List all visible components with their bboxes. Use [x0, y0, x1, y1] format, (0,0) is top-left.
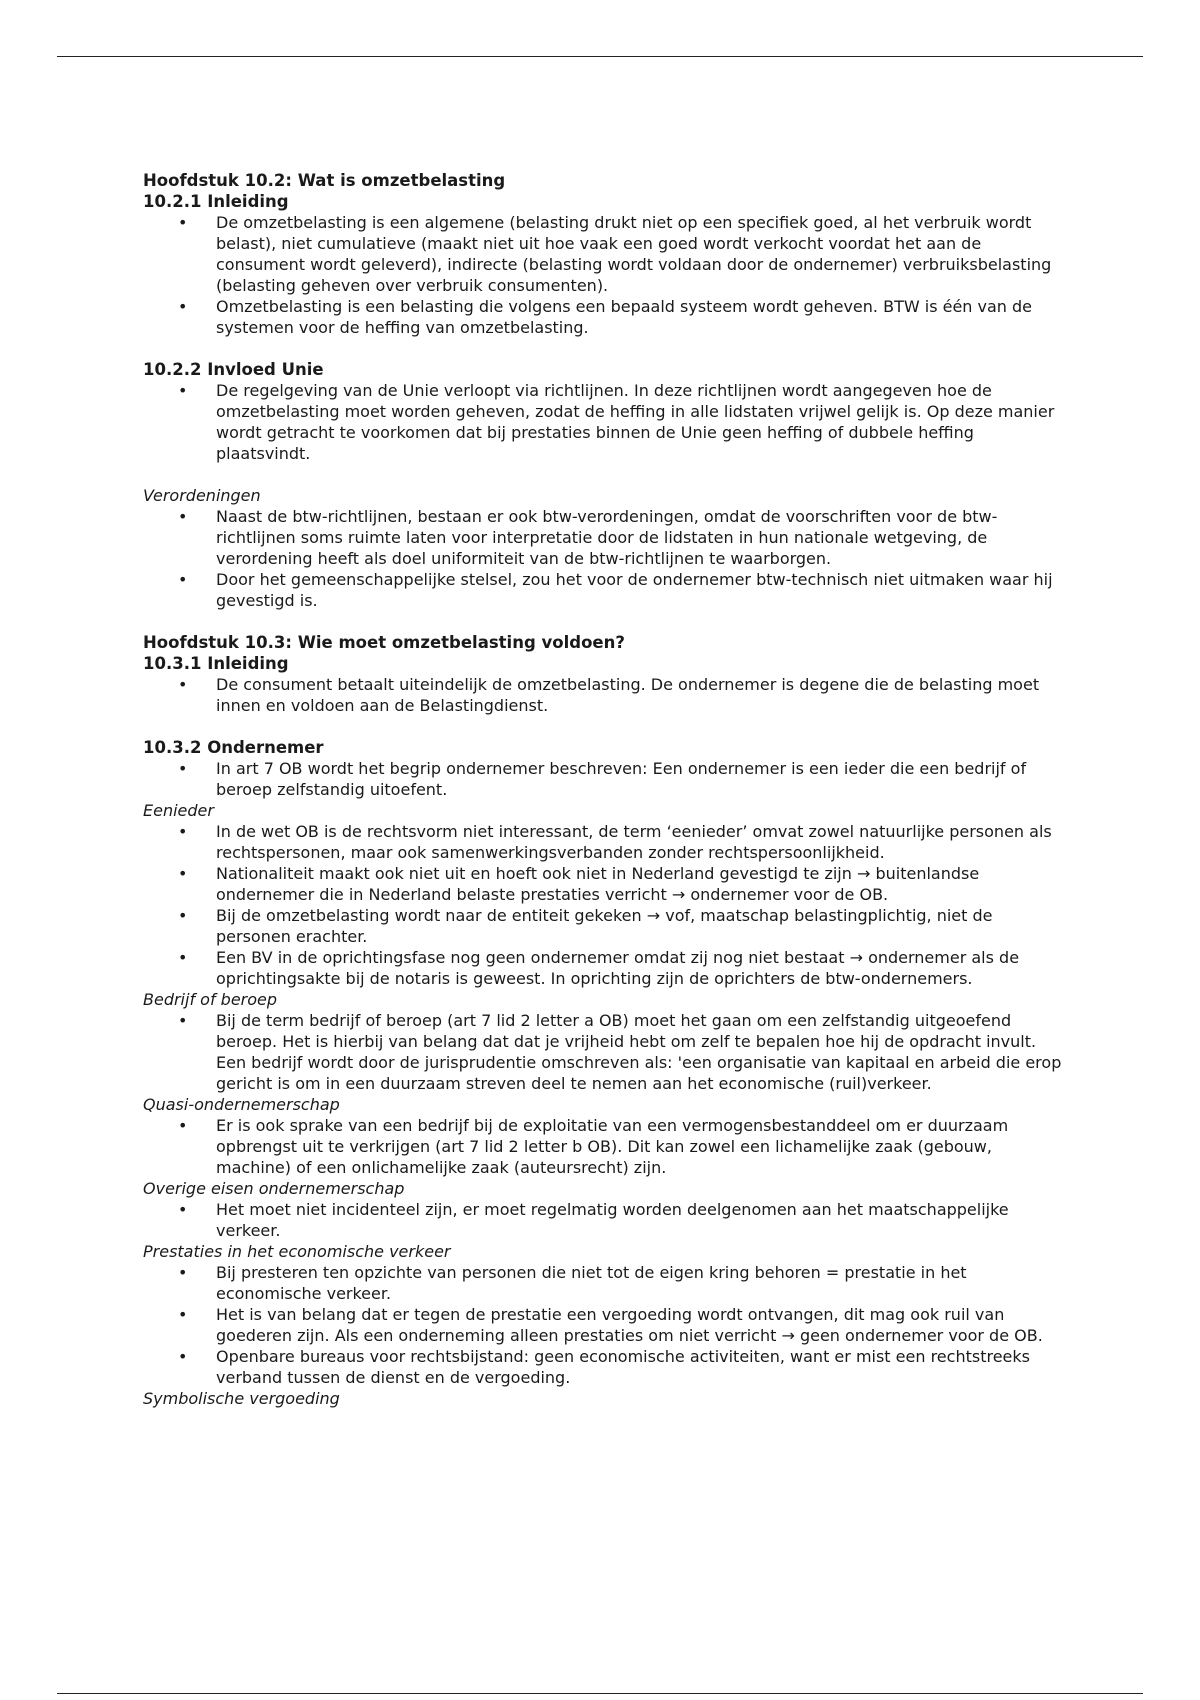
subheading-prestaties: Prestaties in het economische verkeer — [143, 1242, 451, 1261]
list-item: • Een BV in de oprichtingsfase nog geen ondernemer omdat zij nog niet bestaat → ondernemer als de oprichtingsakte bij de notaris is geweest. In oprichting zijn de oprichters de btw-ondernemers. — [143, 947, 1063, 989]
list-item: • Openbare bureaus voor rechtsbijstand: geen economische activiteiten, want er mist een rechtstreeks verband tussen de dienst en de vergoeding. — [143, 1346, 1063, 1388]
document-body — [143, 170, 1063, 1409]
subheading-eenieder: Eenieder — [143, 801, 214, 820]
bullet-list — [143, 212, 1063, 338]
list-item: • Naast de btw-richtlijnen, bestaan er ook btw-verordeningen, omdat de voorschriften voor de btw-richtlijnen soms ruimte laten voor interpretatie door de lidstaten in hun nationale wetgeving, de verordening heeft als doel uniformiteit van de btw-richtlijnen te waarborgen. — [143, 506, 1063, 569]
subheading-bedrijf-of-beroep: Bedrijf of beroep — [143, 990, 278, 1009]
chapter-heading-10-3: Hoofdstuk 10.3: Wie moet omzetbelasting voldoen? — [143, 633, 625, 652]
footer-rule — [57, 1693, 1143, 1694]
subheading-quasi-ondernemerschap: Quasi-ondernemerschap — [143, 1095, 340, 1114]
bullet-list — [143, 674, 1063, 716]
section-heading-10-3-1: 10.3.1 Inleiding — [143, 654, 289, 673]
list-item: • Nationaliteit maakt ook niet uit en hoeft ook niet in Nederland gevestigd te zijn → buitenlandse ondernemer die in Nederland belaste prestaties verricht → ondernemer voor de OB. — [143, 863, 1063, 905]
list-item: • Bij presteren ten opzichte van personen die niet tot de eigen kring behoren = prestatie in het economische verkeer. — [143, 1262, 1063, 1304]
header-rule — [57, 56, 1143, 57]
bullet-list — [143, 821, 1063, 989]
chapter-heading-10-2: Hoofdstuk 10.2: Wat is omzetbelasting — [143, 171, 506, 190]
section-heading-10-3-2: 10.3.2 Ondernemer — [143, 738, 324, 757]
list-item: • Door het gemeenschappelijke stelsel, zou het voor de ondernemer btw-technisch niet uitmaken waar hij gevestigd is. — [143, 569, 1063, 611]
bullet-list — [143, 1262, 1063, 1388]
subheading-symbolische-vergoeding: Symbolische vergoeding — [143, 1389, 340, 1408]
bullet-list — [143, 506, 1063, 611]
section-heading-10-2-2: 10.2.2 Invloed Unie — [143, 360, 324, 379]
bullet-list — [143, 1010, 1063, 1094]
bullet-list — [143, 1199, 1063, 1241]
list-item: • Bij de term bedrijf of beroep (art 7 lid 2 letter a OB) moet het gaan om een zelfstandig uitgeoefend beroep. Het is hierbij van belang dat dat je vrijheid hebt om zelf te bepalen hoe hij de opdracht invult. Een bedrijf wordt door de jurisprudentie omschreven als: 'een organisatie van kapitaal en arbeid die erop gericht is om in een duurzaam streven deel te nemen aan het economische (ruil)verkeer. — [143, 1010, 1063, 1094]
subheading-overige-eisen: Overige eisen ondernemerschap — [143, 1179, 405, 1198]
list-item: • Bij de omzetbelasting wordt naar de entiteit gekeken → vof, maatschap belastingplichtig, niet de personen erachter. — [143, 905, 1063, 947]
list-item: • Er is ook sprake van een bedrijf bij de exploitatie van een vermogensbestanddeel om er duurzaam opbrengst uit te verkrijgen (art 7 lid 2 letter b OB). Dit kan zowel een lichamelijke zaak (gebouw, machine) of een onlichamelijke zaak (auteursrecht) zijn. — [143, 1115, 1063, 1178]
list-item: • Het is van belang dat er tegen de prestatie een vergoeding wordt ontvangen, dit mag ook ruil van goederen zijn. Als een onderneming alleen prestaties om niet verricht → geen ondernemer voor de OB. — [143, 1304, 1063, 1346]
bullet-list — [143, 758, 1063, 800]
list-item: • In art 7 OB wordt het begrip ondernemer beschreven: Een ondernemer is een ieder die een bedrijf of beroep zelfstandig uitoefent. — [143, 758, 1063, 800]
list-item: • De regelgeving van de Unie verloopt via richtlijnen. In deze richtlijnen wordt aangegeven hoe de omzetbelasting moet worden geheven, zodat de heffing in alle lidstaten vrijwel gelijk is. Op deze manier wordt getracht te voorkomen dat bij prestaties binnen de Unie geen heffing of dubbele heffing plaatsvindt. — [143, 380, 1063, 464]
list-item: • In de wet OB is de rechtsvorm niet interessant, de term ‘eenieder’ omvat zowel natuurlijke personen als rechtspersonen, maar ook samenwerkingsverbanden zonder rechtspersoonlijkheid. — [143, 821, 1063, 863]
list-item: • De omzetbelasting is een algemene (belasting drukt niet op een specifiek goed, al het verbruik wordt belast), niet cumulatieve (maakt niet uit hoe vaak een goed wordt verkocht voordat het aan de consument wordt geleverd), indirecte (belasting wordt voldaan door de ondernemer) verbruiksbelasting (belasting geheven over verbruik consumenten). — [143, 212, 1063, 296]
subheading-verordeningen: Verordeningen — [143, 486, 261, 505]
list-item: • Omzetbelasting is een belasting die volgens een bepaald systeem wordt geheven. BTW is één van de systemen voor de heffing van omzetbelasting. — [143, 296, 1063, 338]
bullet-list — [143, 380, 1063, 464]
section-heading-10-2-1: 10.2.1 Inleiding — [143, 192, 289, 211]
bullet-list — [143, 1115, 1063, 1178]
list-item: • Het moet niet incidenteel zijn, er moet regelmatig worden deelgenomen aan het maatschappelijke verkeer. — [143, 1199, 1063, 1241]
list-item: • De consument betaalt uiteindelijk de omzetbelasting. De ondernemer is degene die de belasting moet innen en voldoen aan de Belastingdienst. — [143, 674, 1063, 716]
